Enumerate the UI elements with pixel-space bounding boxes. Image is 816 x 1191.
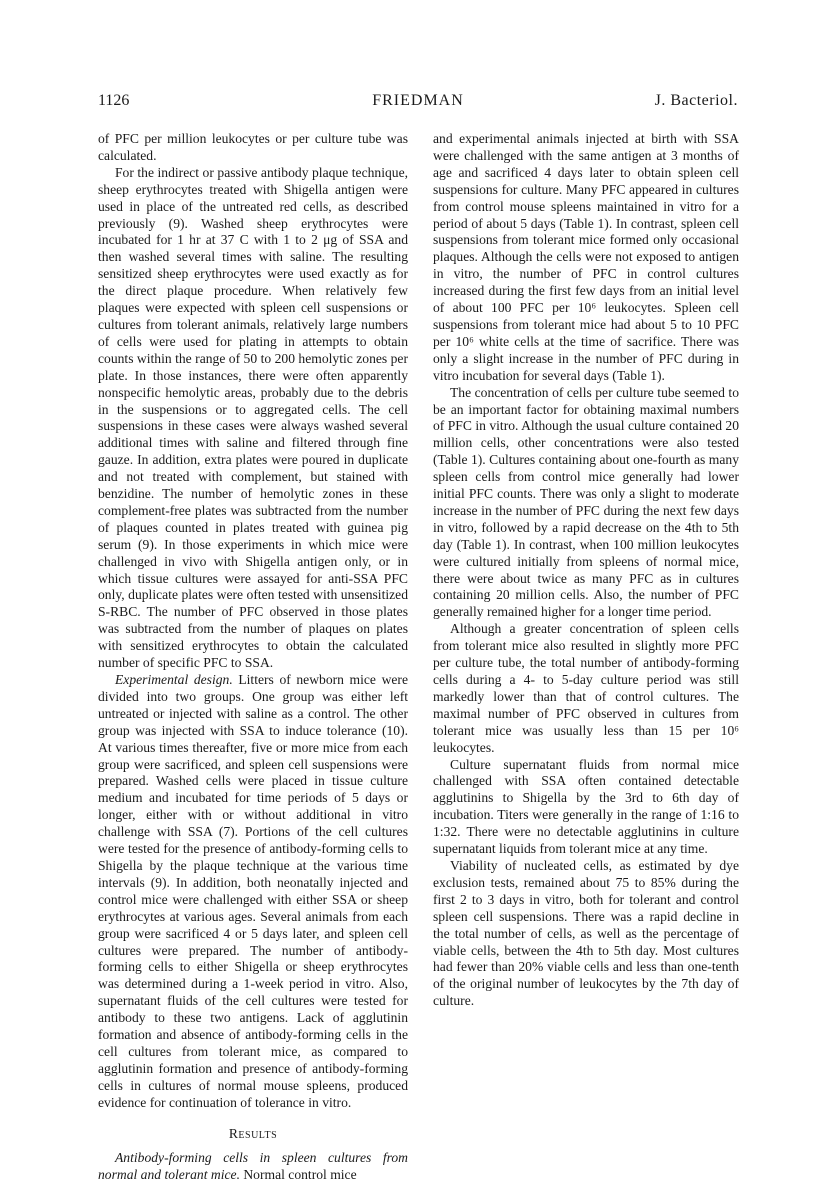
paragraph-body: Normal control mice [239,1167,357,1183]
page-number: 1126 [98,92,130,109]
left-column [98,131,408,1184]
paragraph: The concentration of cells per culture tube seemed to be an important factor for obtaining maximal numbers of PFC in vitro. Although the usual culture contained 20 million cells, other concentrations were also tested (Table 1). Cultures containing about one-fourth as many spleen cells from control mice generally had lower initial PFC counts. There was only a slight to moderate increase in the number of PFC during the next few days in vitro, followed by a rapid decrease on the 4th to 5th day (Table 1). In contrast, when 100 million leukocytes were cultured initially from spleens of normal mice, there were about twice as many PFC as in cultures containing 20 million cells. Also, the number of PFC generally remained higher for a longer time period. [433,384,739,620]
running-header [98,92,738,116]
right-column [433,131,739,1010]
paragraph-lead: Antibody-forming cells in spleen cultures from normal and tolerant mice. [98,1150,408,1183]
paragraph: For the indirect or passive antibody plaque technique, sheep erythrocytes treated with Shigella antigen were used in place of the untreated red cells, as described previously (9). Washed sheep erythrocytes were incubated for 1 hr at 37 C with 1 to 2 μg of SSA and then washed several times with saline. The resulting sensitized sheep erythrocytes were used exactly as for the direct plaque procedure. When relatively few plaques were expected with spleen cell suspensions or cultures from tolerant animals, relatively large numbers of cells were used for plating in attempts to obtain counts within the range of 50 to 200 hemolytic zones per plate. In those instances, there were often apparently nonspecific hemolytic areas, probably due to the debris in the suspensions or to aggregated cells. The cell suspensions in these cases were always washed several additional times with saline and filtered through fine gauze. In addition, extra plates were poured in duplicate and not treated with complement, but stained with benzidine. The number of hemolytic zones in these complement-free plates was subtracted from the number of plaques counted in plates treated with guinea pig serum (9). In those experiments in which mice were challenged in vivo with Shigella antigen only, or in which tissue cultures were assayed for anti-SSA PFC only, duplicate plates were often tested with unsensitized S-RBC. The number of PFC observed in those plates was subtracted from the number of plaques on plates with sensitized erythrocytes to obtain the calculated number of specific PFC to SSA. [98,164,408,671]
paragraph: Viability of nucleated cells, as estimated by dye exclusion tests, remained about 75 to 85% during the first 2 to 3 days in vitro, both for tolerant and control spleen cell suspensions. There was a rapid decline in the total number of cells, as well as the percentage of viable cells, between the 4th to 5th day. Most cultures had fewer than 20% viable cells and less than one-tenth of the original number of leukocytes by the 7th day of culture. [433,857,739,1009]
paragraph: and experimental animals injected at birth with SSA were challenged with the same antigen at 3 months of age and sacrificed 4 days later to obtain spleen cell suspensions for culture. Many PFC appeared in cultures from control mouse spleens maintained in vitro for a period of about 5 days (Table 1). In contrast, spleen cell suspensions from tolerant mice formed only occasional plaques. Although the cells were not exposed to antigen in vitro, the number of PFC in control cultures increased during the first few days from an initial level of about 100 PFC per 10⁶ leukocytes. Spleen cell suspensions from tolerant mice had about 5 to 10 PFC per 10⁶ white cells at the time of sacrifice. There was only a slight increase in the number of PFC during in vitro incubation for several days (Table 1). [433,131,739,383]
paragraph-lead: Experimental design. [115,672,233,687]
paragraph: Culture supernatant fluids from normal mice challenged with SSA often contained detectable agglutinins to Shigella by the 3rd to 6th day of incubation. Titers were generally in the range of 1:16 to 1:32. There were no detectable agglutinins in culture supernatant liquids from tolerant mice at any time. [433,756,739,857]
paragraph: Although a greater concentration of spleen cells from tolerant mice also resulted in slightly more PFC per culture tube, the total number of antibody-forming cells during a 4- to 5-day culture period was still markedly lower than that of control cultures. The maximal number of PFC observed in cultures from tolerant mice was usually less than 15 per 10⁶ leukocytes. [433,621,739,755]
paragraph [98,1150,408,1184]
paragraph-body: Litters of newborn mice were divided into two groups. One group was either left untreated or injected with saline as a control. The other group was injected with SSA to induce tolerance (10). At various times thereafter, five or more mice from each group were sacrificed, and spleen cell suspensions were prepared. Washed cells were placed in tissue culture medium and incubated for time periods of 5 days or longer, either with or without additional in vitro challenge with SSA (7). Portions of the cell cultures were tested for the presence of antibody-forming cells to Shigella by the plaque technique at the various time intervals (9). In addition, both neonatally injected and control mice were challenged with either SSA or sheep erythrocytes at various ages. Several animals from each group were sacrificed 4 or 5 days later, and spleen cell cultures were prepared. The number of antibody-forming cells to either Shigella or sheep erythrocytes was determined during a 1-week period in vitro. Also, supernatant fluids of the cell cultures were tested for antibody to these two antigens. Lack of agglutinin formation and absence of antibody-forming cells in the cell cultures from tolerant mice, as compared to agglutinin formation and presence of antibody-forming cells in cultures of normal mouse spleens, produced evidence for continuation of tolerance in vitro. [98,672,408,1110]
section-heading [98,1126,408,1143]
journal-name: J. Bacteriol. [654,92,738,109]
running-author: FRIEDMAN [372,92,464,109]
paragraph [98,672,408,1112]
paragraph: of PFC per million leukocytes or per culture tube was calculated. [98,131,408,163]
section-title: Results [228,1125,278,1141]
